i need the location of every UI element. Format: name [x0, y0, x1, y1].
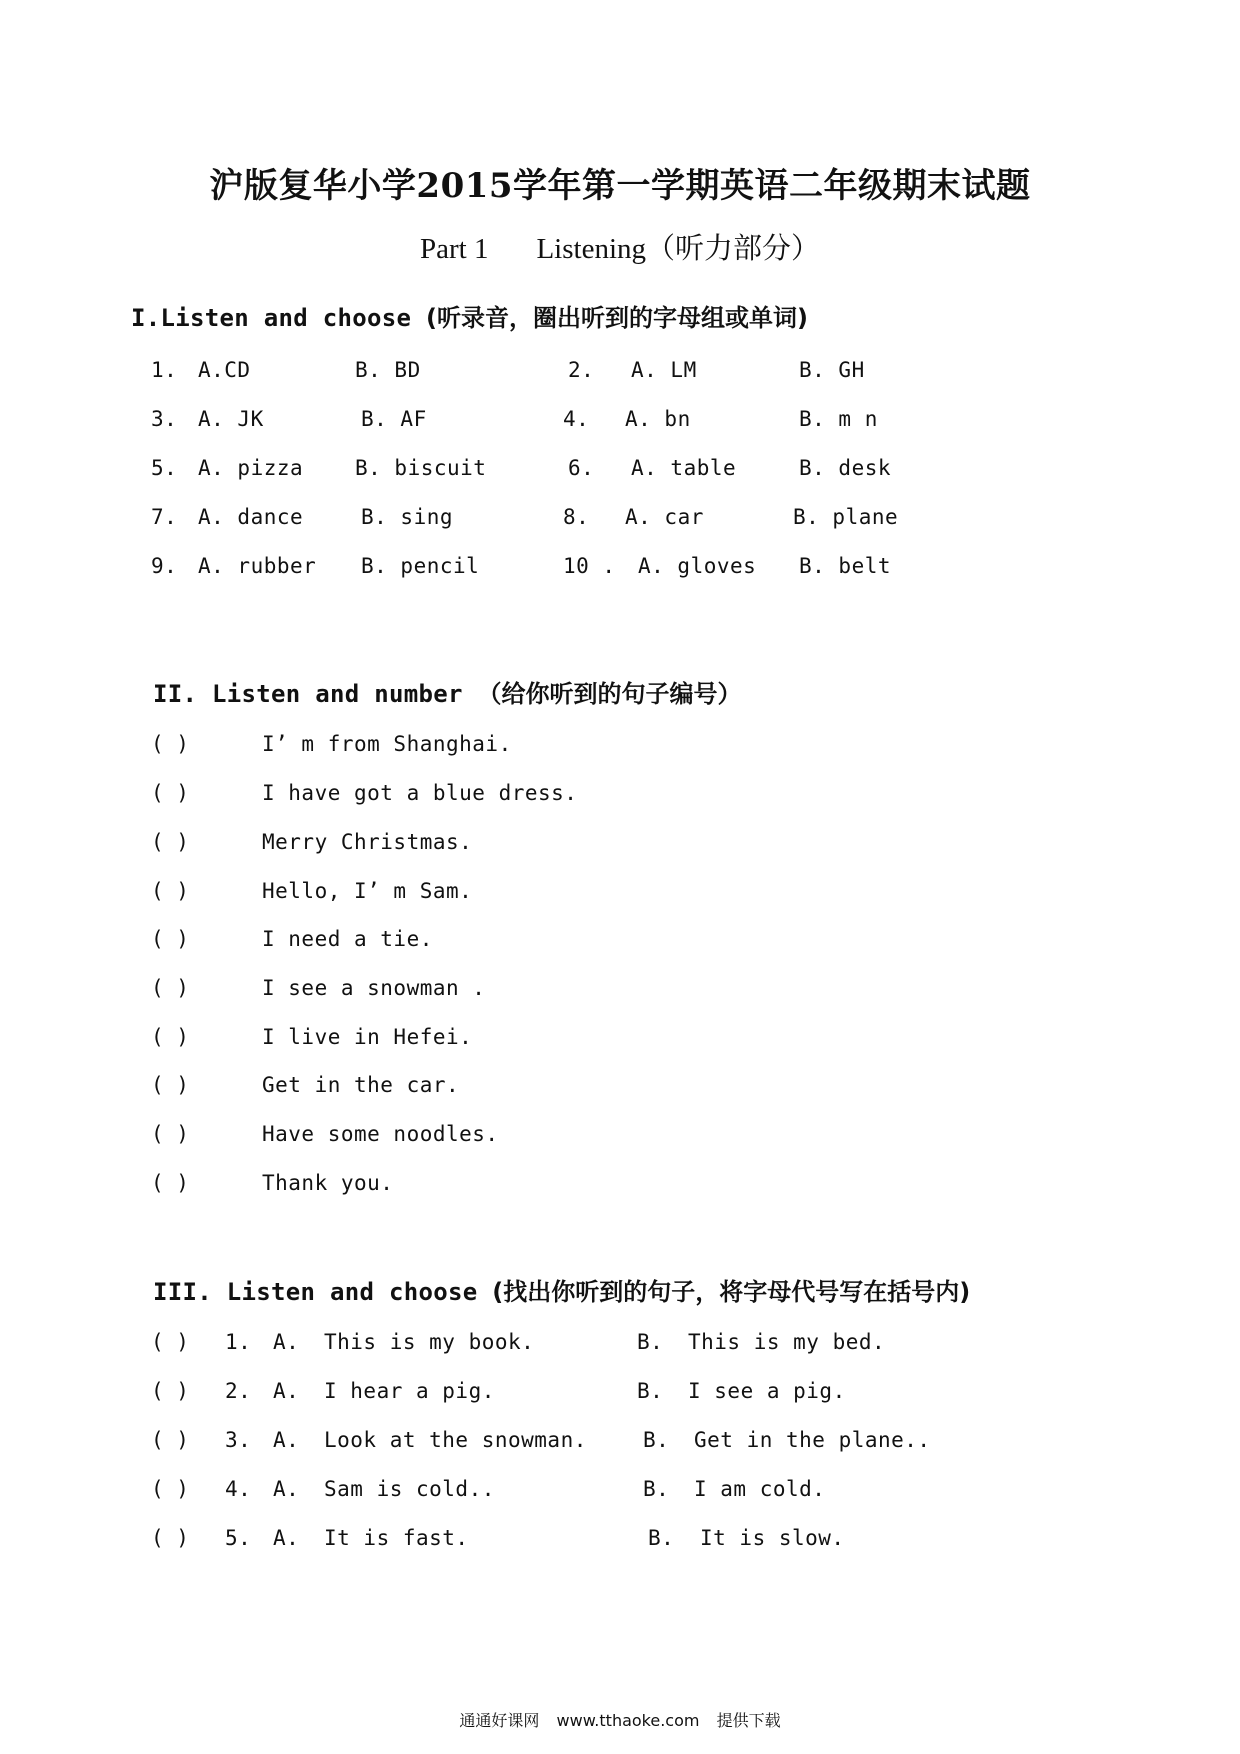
s2-sentence-3: Merry Christmas.	[262, 830, 473, 854]
s1-q10-num: 10 .	[563, 554, 616, 578]
section1-heading	[131, 298, 808, 333]
s1-q5-option-a[interactable]: A. pizza	[198, 456, 304, 480]
section1-heading-cn: (听录音，圈出听到的字母组或单词)	[426, 304, 808, 332]
s1-q1-num: 1.	[151, 358, 178, 382]
s1-q5-num: 5.	[151, 456, 178, 480]
s3-q3-option-b: Get in the plane..	[694, 1428, 931, 1452]
s1-q5-option-b[interactable]: B. biscuit	[355, 456, 487, 480]
s3-q5-a-label: A.	[273, 1526, 300, 1550]
s3-q2-option-b: I see a pig.	[688, 1379, 846, 1403]
page-title: 沪版复华小学2015学年第一学期英语二年级期末试题	[209, 166, 1031, 206]
s1-q8-num: 8.	[563, 505, 590, 529]
s2-sentence-1: I’ m from Shanghai.	[262, 732, 512, 756]
s2-sentence-8: Get in the car.	[262, 1073, 460, 1097]
s3-answer-bracket-5[interactable]: ( )	[151, 1526, 189, 1550]
s2-answer-bracket-2[interactable]: ( )	[151, 781, 189, 805]
s2-sentence-7: I live in Hefei.	[262, 1025, 473, 1049]
s3-q5-option-a: It is fast.	[324, 1526, 469, 1550]
s2-answer-bracket-1[interactable]: ( )	[151, 732, 189, 756]
s1-q10-option-b[interactable]: B. belt	[799, 554, 892, 578]
s1-q7-option-a[interactable]: A. dance	[198, 505, 304, 529]
s2-answer-bracket-3[interactable]: ( )	[151, 830, 189, 854]
s1-q7-num: 7.	[151, 505, 178, 529]
section3-heading-cn: (找出你听到的句子，将字母代号写在括号内)	[492, 1278, 971, 1306]
s3-q4-b-label: B.	[643, 1477, 670, 1501]
s3-q5-option-b: It is slow.	[700, 1526, 845, 1550]
s1-q2-option-a[interactable]: A. LM	[631, 358, 697, 382]
section1-heading-en: I.Listen and choose	[131, 304, 412, 332]
s3-answer-bracket-4[interactable]: ( )	[151, 1477, 189, 1501]
s2-answer-bracket-8[interactable]: ( )	[151, 1073, 189, 1097]
s3-q2-a-label: A.	[273, 1379, 300, 1403]
s3-q1-a-label: A.	[273, 1330, 300, 1354]
s1-q4-num: 4.	[563, 407, 590, 431]
s1-q2-num: 2.	[568, 358, 595, 382]
s1-q3-option-a[interactable]: A. JK	[198, 407, 264, 431]
s3-q1-option-a: This is my book.	[324, 1330, 535, 1354]
s1-q6-num: 6.	[568, 456, 595, 480]
s1-q6-option-b[interactable]: B. desk	[799, 456, 892, 480]
part-heading	[0, 226, 1240, 267]
s3-q4-num: 4.	[225, 1477, 252, 1501]
footer-site: 通通好课网	[459, 1711, 540, 1730]
s1-q2-option-b[interactable]: B. GH	[799, 358, 865, 382]
s2-sentence-4: Hello, I’ m Sam.	[262, 879, 473, 903]
s3-q1-num: 1.	[225, 1330, 252, 1354]
s2-answer-bracket-7[interactable]: ( )	[151, 1025, 189, 1049]
part-name: Listening（听力部分）	[536, 233, 820, 265]
s3-q4-option-b: I am cold.	[694, 1477, 826, 1501]
s1-q10-option-a[interactable]: A. gloves	[638, 554, 757, 578]
section2-heading	[153, 674, 741, 709]
section3-heading-en: III. Listen and choose	[153, 1278, 478, 1306]
s1-q4-option-b[interactable]: B. m n	[799, 407, 878, 431]
s1-q6-option-a[interactable]: A. table	[631, 456, 737, 480]
s3-q1-option-b: This is my bed.	[688, 1330, 886, 1354]
s1-q8-option-b[interactable]: B. plane	[793, 505, 899, 529]
s1-q9-option-a[interactable]: A. rubber	[198, 554, 317, 578]
s1-q9-option-b[interactable]: B. pencil	[361, 554, 480, 578]
footer-note: 提供下载	[716, 1711, 781, 1730]
s3-q5-b-label: B.	[648, 1526, 675, 1550]
s3-answer-bracket-3[interactable]: ( )	[151, 1428, 189, 1452]
s2-sentence-6: I see a snowman .	[262, 976, 486, 1000]
s3-q2-b-label: B.	[637, 1379, 664, 1403]
footer	[0, 1708, 1240, 1731]
s3-q3-num: 3.	[225, 1428, 252, 1452]
s1-q3-num: 3.	[151, 407, 178, 431]
s2-answer-bracket-6[interactable]: ( )	[151, 976, 189, 1000]
s1-q1-option-b[interactable]: B. BD	[355, 358, 421, 382]
s3-q4-a-label: A.	[273, 1477, 300, 1501]
s1-q4-option-a[interactable]: A. bn	[625, 407, 691, 431]
s2-answer-bracket-4[interactable]: ( )	[151, 879, 189, 903]
s2-sentence-9: Have some noodles.	[262, 1122, 499, 1146]
s3-q3-b-label: B.	[643, 1428, 670, 1452]
s3-q2-num: 2.	[225, 1379, 252, 1403]
s3-q3-a-label: A.	[273, 1428, 300, 1452]
s3-q2-option-a: I hear a pig.	[324, 1379, 495, 1403]
s1-q8-option-a[interactable]: A. car	[625, 505, 704, 529]
s1-q3-option-b[interactable]: B. AF	[361, 407, 427, 431]
s1-q1-option-a[interactable]: A.CD	[198, 358, 251, 382]
part-label: Part 1	[419, 233, 489, 265]
s2-sentence-2: I have got a blue dress.	[262, 781, 578, 805]
section2-heading-en: II. Listen and number	[153, 680, 463, 708]
s2-answer-bracket-9[interactable]: ( )	[151, 1122, 189, 1146]
s3-q5-num: 5.	[225, 1526, 252, 1550]
s1-q9-num: 9.	[151, 554, 178, 578]
s3-answer-bracket-2[interactable]: ( )	[151, 1379, 189, 1403]
s2-answer-bracket-5[interactable]: ( )	[151, 927, 189, 951]
section2-heading-cn: （给你听到的句子编号）	[477, 680, 742, 708]
s3-answer-bracket-1[interactable]: ( )	[151, 1330, 189, 1354]
s2-answer-bracket-10[interactable]: ( )	[151, 1171, 189, 1195]
footer-url[interactable]: www.tthaoke.com	[556, 1711, 700, 1730]
s3-q1-b-label: B.	[637, 1330, 664, 1354]
s3-q4-option-a: Sam is cold..	[324, 1477, 495, 1501]
section3-heading	[153, 1272, 970, 1307]
s2-sentence-5: I need a tie.	[262, 927, 433, 951]
s3-q3-option-a: Look at the snowman.	[324, 1428, 587, 1452]
s1-q7-option-b[interactable]: B. sing	[361, 505, 454, 529]
s2-sentence-10: Thank you.	[262, 1171, 394, 1195]
